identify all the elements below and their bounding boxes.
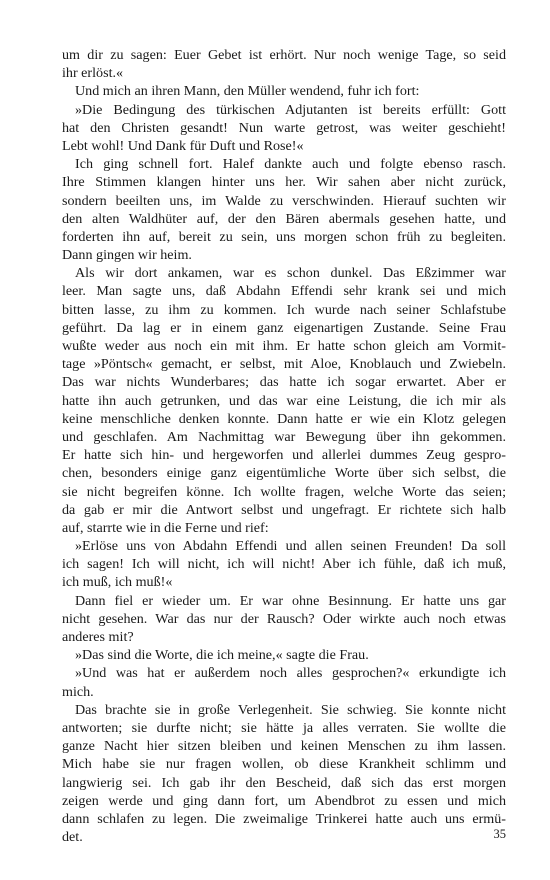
text-line: Und mich an ihren Mann, den Müller wendend, fuhr ich fort: [75, 83, 420, 100]
text-line: Ich ging schnell fort. Halef dankte auch und folgte ebenso rasch. [75, 156, 506, 173]
text-line: »Die Bedingung des türkischen Adjutanten ist bereits erfüllt: Gott [75, 101, 506, 118]
text-line: keine menschliche denken konnte. Dann hatte er wie ein Klotz gelegen [62, 410, 506, 427]
page-number: 35 [493, 827, 506, 841]
text-line: sondern beeilten uns, im Walde zu verschwinden. Hierauf suchten wir [62, 192, 506, 209]
text-line: sie nicht begreifen könne. Ich wollte fragen, welche Worte das seien; [62, 483, 506, 500]
text-line: um dir zu sagen: Euer Gebet ist erhört. Nur noch wenige Tage, so seid [62, 47, 506, 63]
text-line: »Und was hat er außerdem noch alles gesprochen?« erkundigte ich [75, 665, 506, 682]
text-line: geführt. Da lag er in einem ganz eigenartigen Zustande. Seine Frau [62, 319, 506, 336]
text-line: Mich habe sie nur fragen wollen, ob diese Krankheit schlimm und [62, 756, 506, 773]
text-line: »Erlöse uns von Abdahn Effendi und allen seinen Freunden! Da soll [75, 538, 506, 555]
text-line: Dann fiel er wieder um. Er war ohne Besinnung. Er hatte uns gar [75, 592, 506, 609]
text-line: dann schlafen zu legen. Die zweimalige Trinkerei hatte auch uns ermü- [62, 810, 506, 827]
text-line: chen, besonders einige ganz eigentümliche Worte über sich selbst, die [62, 465, 506, 482]
text-line: leer. Man sagte uns, daß Abdahn Effendi sehr krank sei und mich [62, 283, 506, 300]
text-line: Lebt wohl! Und Dank für Duft und Rose!« [62, 137, 304, 154]
text-line: Er hatte sich hin- und hergeworfen und allerlei dummes Zeug gespro- [62, 447, 506, 464]
text-line: hat den Christen gesandt! Nun warte getrost, was weiter geschieht! [62, 119, 506, 136]
text-line: ich muß, ich muß!« [62, 574, 173, 591]
text-line: antworten; sie durfte nicht; sie hätte ja alles verraten. Sie wollte die [62, 719, 506, 736]
text-line: Dann gingen wir heim. [62, 247, 192, 264]
text-line: Das brachte sie in große Verlegenheit. Sie schwieg. Sie konnte nicht [75, 701, 506, 718]
text-line: den alten Waldhüter auf, der den Bären abermals gesehen hatte, und [62, 210, 506, 227]
text-line: Das war nichts Wunderbares; das hatte ich sogar erwartet. Aber er [62, 374, 506, 391]
text-line: det. [62, 829, 83, 846]
text-line: Als wir dort ankamen, war es schon dunkel. Das Eßzimmer war [75, 265, 506, 282]
text-line: mich. [62, 683, 94, 700]
text-line: langwierig sei. Ich gab ihr den Bescheid, daß sich das erst morgen [62, 774, 506, 791]
text-line: zeigen werde und ging dann fort, um Abendbrot zu essen und mich [62, 792, 506, 809]
text-line: bitten lasse, zu ihm zu kommen. Ich wurde nach seiner Schlafstube [62, 301, 506, 318]
text-line: ihr erlöst.« [62, 65, 124, 82]
text-line: anderes mit? [62, 629, 134, 645]
text-line: tage »Pöntsch« gemacht, er selbst, mit Aloe, Knoblauch und Zwiebeln. [62, 356, 506, 373]
text-line: wußte weder aus noch ein mit ihm. Er hatte schon gleich am Vormit- [62, 338, 506, 354]
text-line: hatte ihn auch getrunken, und das war eine Leistung, die ich mir als [62, 392, 506, 409]
text-line: ganze Nacht hier sitzen bleiben und keinen Menschen zu ihm lassen. [62, 738, 506, 755]
text-line: »Das sind die Worte, die ich meine,« sagte die Frau. [75, 647, 369, 664]
page-body [62, 46, 506, 846]
text-line: auf, starrte wie in die Ferne und rief: [62, 519, 269, 536]
text-line: ich sagen! Ich will nicht, ich will nicht! Aber ich fühle, daß ich muß, [62, 556, 506, 573]
text-line: Ihre Stimmen klangen hinter uns her. Wir sahen aber nicht zurück, [62, 174, 506, 191]
text-line: da gab er mir die Antwort selbst und ungefragt. Er richtete sich halb [62, 501, 506, 518]
text-line: nicht gesehen. War das nur der Rausch? Oder wirkte auch noch etwas [62, 610, 506, 627]
text-line: forderten ihn auf, bereit zu sein, uns morgen schon früh zu begleiten. [62, 228, 506, 245]
text-line: und geschlafen. Am Nachmittag war Bewegung über ihn gekommen. [62, 428, 506, 445]
